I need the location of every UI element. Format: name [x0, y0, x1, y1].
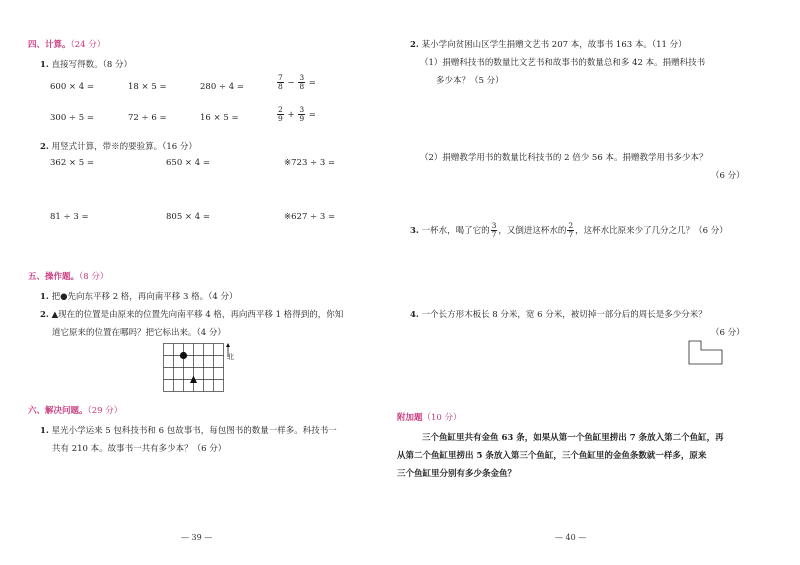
- vertical-calc-item: ※627 ÷ 3 =: [284, 212, 336, 222]
- oral-calc-item: 280 ÷ 4 =: [200, 82, 244, 92]
- cut-rectangle-figure: [688, 340, 724, 366]
- oral-calc-item: 72 ÷ 6 =: [128, 113, 167, 123]
- question-text-continued: 道它原来的位置在哪吗？把它标出来。（4 分）: [52, 328, 226, 338]
- question-text-continued: 共有 210 本。故事书一共有多少本？（6 分）: [52, 444, 227, 454]
- question-text: ，又倒进这杯水的: [498, 226, 567, 236]
- question-number: 1.: [40, 426, 49, 436]
- question-text: 用竖式计算，带※的要验算。（16 分）: [51, 142, 197, 152]
- question-3: [410, 222, 728, 239]
- movement-grid: [163, 343, 235, 395]
- oral-calc-item: 300 ÷ 5 =: [50, 113, 94, 123]
- grid-lines: [164, 344, 224, 392]
- question-2: [410, 38, 687, 50]
- fraction-expression: $\frac{7}{8}$ − $\frac{3}{8}$ =: [278, 73, 316, 91]
- question-text: ▲现在的位置是由原来的位置先向南平移 4 格，再向西平移 1 格得到的，你知: [51, 310, 344, 320]
- section-6-points: （29 分）: [87, 406, 123, 416]
- question-4-1: [40, 58, 132, 70]
- question-text: 一杯水，喝了它的: [421, 226, 490, 236]
- question-number: 2.: [40, 142, 49, 152]
- question-2-part-2: （2）捐赠教学用书的数量比科技书的 2 倍少 56 本。捐赠教学用书多少本？: [420, 153, 708, 163]
- question-text: 把●先向东平移 2 格，再向南平移 3 格。（4 分）: [51, 292, 238, 302]
- question-number: 1.: [40, 60, 49, 70]
- vertical-calc-item: 650 × 4 =: [166, 158, 210, 168]
- question-2-part-1-continued: 多少本？（5 分）: [436, 76, 504, 86]
- fraction: $\frac{3}{8}$: [299, 73, 305, 91]
- question-4: [410, 308, 707, 320]
- section-4-heading: [28, 38, 105, 50]
- question-text: 某小学向贫困山区学生捐赠文艺书 207 本，故事书 163 本。（11 分）: [421, 40, 687, 50]
- question-6-1: [40, 424, 337, 436]
- vertical-calc-item: 362 × 5 =: [50, 158, 94, 168]
- bonus-text-line: 三个鱼缸里共有金鱼 63 条，如果从第一个鱼缸里捞出 7 条放入第二个鱼缸，再: [422, 433, 724, 443]
- fraction-expression: $\frac{2}{9}$ + $\frac{3}{9}$ =: [278, 105, 316, 123]
- oral-calc-item: 16 × 5 =: [200, 113, 239, 123]
- north-arrowhead-icon: [226, 343, 230, 347]
- bonus-text-line: 三个鱼缸里分别有多少条金鱼？: [397, 469, 517, 479]
- section-5-points: （8 分）: [79, 272, 109, 282]
- vertical-calc-item: 805 × 4 =: [166, 212, 210, 222]
- question-number: 4.: [410, 310, 419, 320]
- question-text: 直接写得数。（8 分）: [51, 60, 132, 70]
- question-number: 2.: [410, 40, 419, 50]
- question-4-2: [40, 140, 197, 152]
- section-5-heading: [28, 270, 108, 282]
- question-text: 一个长方形木板长 8 分米，宽 6 分米，被切掉一部分后的周长是多少分米？: [421, 310, 707, 320]
- question-text: 星光小学运来 5 包科技书和 6 包故事书，每包图书的数量一样多。科技书一: [51, 426, 337, 436]
- page-number-left: — 39 —: [181, 533, 213, 542]
- question-number: 2.: [40, 310, 49, 320]
- section-6-heading: [28, 404, 122, 416]
- question-number: 3.: [410, 226, 419, 236]
- fraction: $\frac{2}{9}$: [278, 105, 283, 123]
- fraction: $\frac{2}{7}$: [568, 221, 574, 239]
- dot-marker: [180, 352, 187, 359]
- question-5-2: [40, 308, 343, 320]
- vertical-calc-item: 81 ÷ 3 =: [50, 212, 89, 222]
- fraction: $\frac{3}{7}$: [491, 221, 497, 239]
- bonus-text-line: 从第二个鱼缸里捞出 5 条放入第三个鱼缸，三个鱼缸里的金鱼条数就一样多，原来: [397, 451, 707, 461]
- bonus-title: 附加题: [397, 413, 423, 423]
- question-points: （6 分）: [711, 171, 745, 181]
- bonus-heading: [397, 411, 462, 423]
- fraction: $\frac{7}{8}$: [278, 73, 283, 91]
- bonus-points: （10 分）: [422, 413, 462, 423]
- question-points: （6 分）: [711, 328, 745, 338]
- oral-calc-item: 18 × 5 =: [128, 82, 167, 92]
- question-number: 1.: [40, 292, 49, 302]
- page-number-right: — 40 —: [555, 533, 587, 542]
- section-6-title: 六、解决问题。: [28, 406, 88, 416]
- section-4-points: （24 分）: [70, 40, 106, 50]
- section-5-title: 五、操作题。: [28, 272, 80, 282]
- vertical-calc-item: ※723 ÷ 3 =: [284, 158, 336, 168]
- section-4-title: 四、计算。: [28, 40, 71, 50]
- oral-calc-item: 600 × 4 =: [50, 82, 94, 92]
- question-2-part-1: （1）捐赠科技书的数量比文艺书和故事书的数量总和多 42 本。捐赠科技书: [420, 58, 706, 68]
- north-label: 北: [227, 353, 234, 361]
- question-5-1: [40, 290, 237, 302]
- question-text: ，这杯水比原来少了几分之几？（6 分）: [575, 226, 728, 236]
- fraction: $\frac{3}{9}$: [299, 105, 305, 123]
